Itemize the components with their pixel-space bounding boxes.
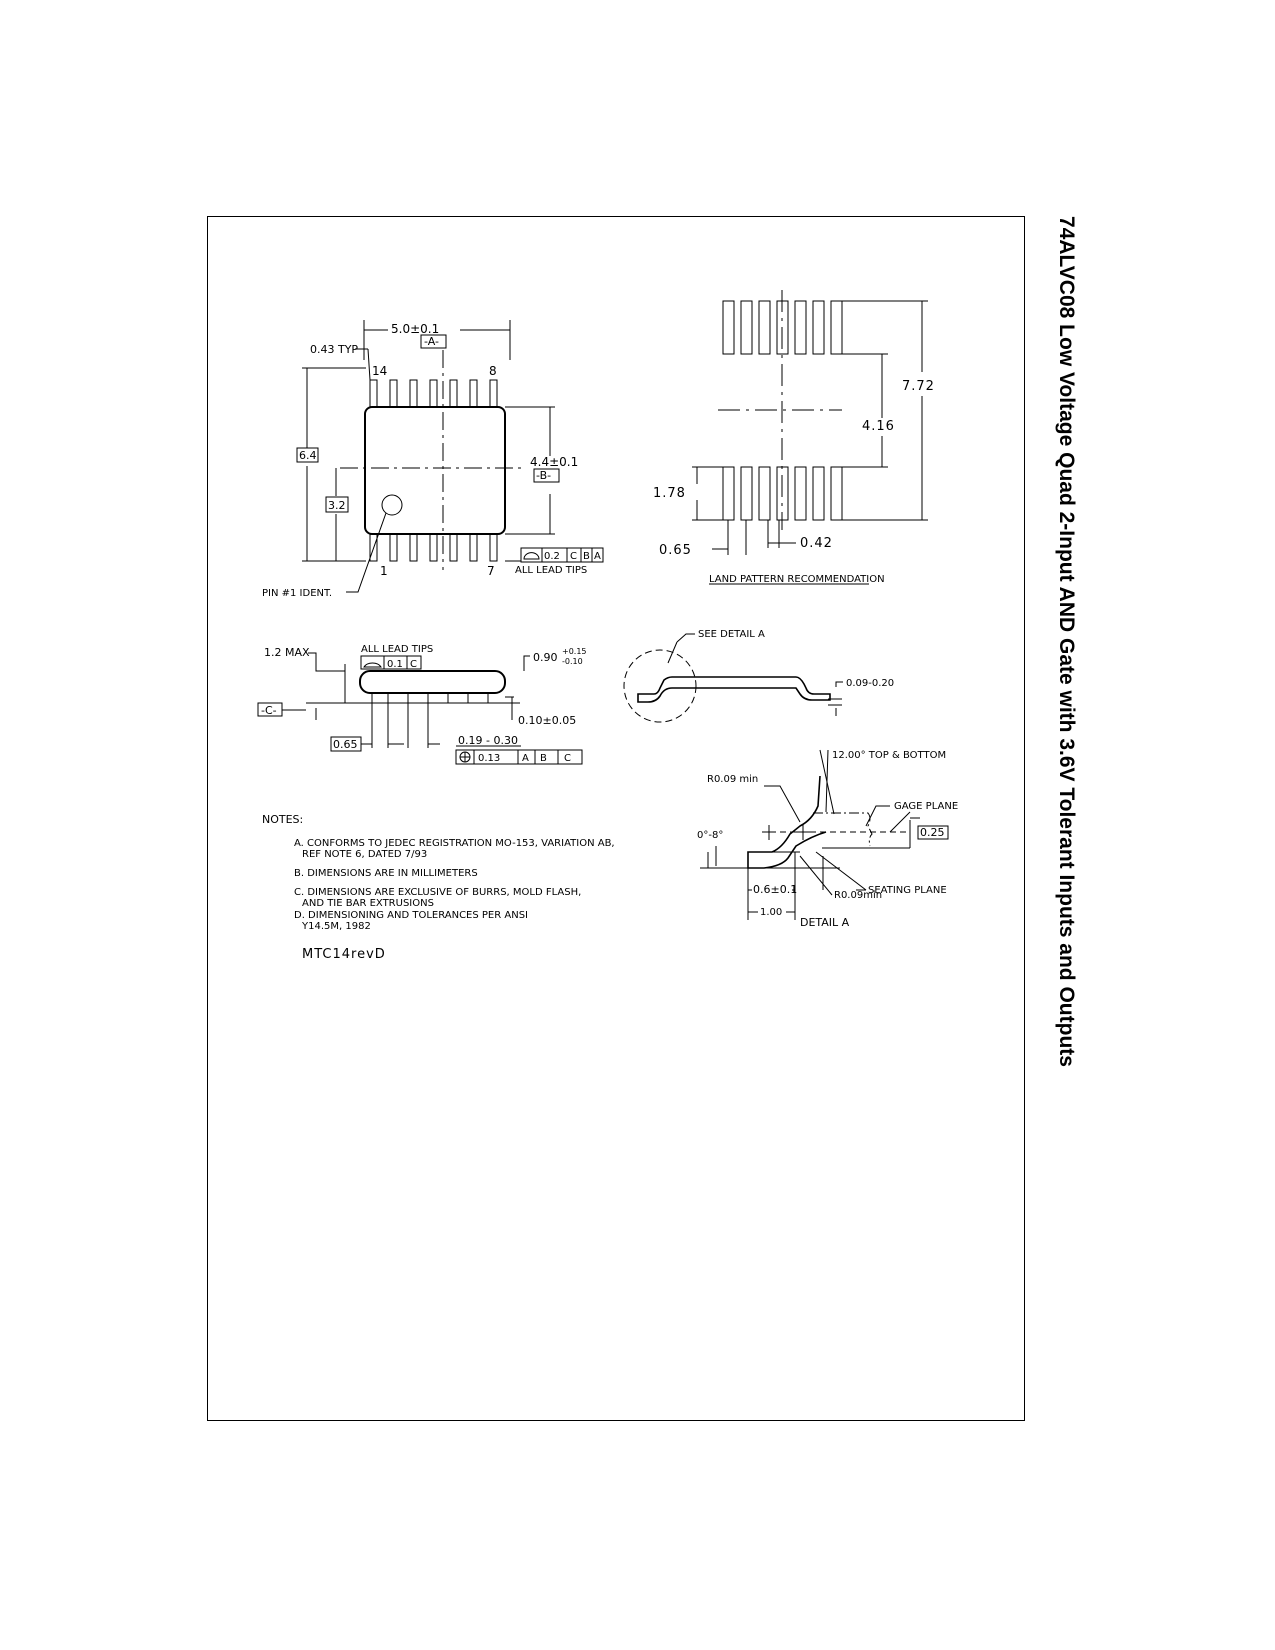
max-height-dim: 1.2 MAX xyxy=(264,646,310,659)
gage-height-dim: 0.25 xyxy=(920,826,945,839)
side-pitch-dim: 0.65 xyxy=(333,738,358,751)
thickness-tol-plus: +0.15 xyxy=(562,647,587,656)
side-all-lead-tips: ALL LEAD TIPS xyxy=(361,644,434,655)
lead-width-range: 0.19 - 0.30 xyxy=(458,734,518,747)
gage-plane-label: GAGE PLANE xyxy=(894,801,959,812)
see-detail-a-label: SEE DETAIL A xyxy=(698,629,765,640)
note-c-line2: AND TIE BAR EXTRUSIONS xyxy=(302,898,434,909)
thickness-tol-minus: -0.10 xyxy=(562,657,583,666)
note-a-line1: A. CONFORMS TO JEDEC REGISTRATION MO-153, VARIATION AB, xyxy=(294,838,615,849)
detail-a-caption: DETAIL A xyxy=(800,916,850,929)
half-width-dim: 3.2 xyxy=(328,499,346,512)
side-view-package xyxy=(258,653,582,764)
pin1-ident-mark xyxy=(382,495,402,515)
pin7-label: 7 xyxy=(487,564,495,578)
profile-tolerance: 0.2 xyxy=(544,551,560,562)
fcf-datum-b: B xyxy=(583,551,590,562)
note-b: B. DIMENSIONS ARE IN MILLIMETERS xyxy=(294,868,478,879)
datum-c-label: -C- xyxy=(261,704,277,717)
lead-width-typ: 0.43 TYP xyxy=(310,343,359,356)
pad-length-dim: 1.78 xyxy=(653,486,686,501)
pad-pitch-dim: 0.65 xyxy=(659,543,692,558)
coplanarity-datum: C xyxy=(410,659,417,670)
foot-length-dim: 0.6±0.1 xyxy=(753,883,798,896)
datum-b-label: -B- xyxy=(536,469,552,482)
note-a-line2: REF NOTE 6, DATED 7/93 xyxy=(302,849,428,860)
fcf-datum-a: A xyxy=(594,551,601,562)
body-thickness-dim: 0.90 xyxy=(533,651,558,664)
lead-thickness-dim: 0.09-0.20 xyxy=(846,678,895,689)
land-pattern-caption: LAND PATTERN RECOMMENDATION xyxy=(709,574,885,585)
mold-angle-label: 12.00° TOP & BOTTOM xyxy=(832,750,947,761)
pad-width-dim: 0.42 xyxy=(800,536,833,551)
overall-width-dim: 6.4 xyxy=(299,449,317,462)
pin1-label: 1 xyxy=(380,564,388,578)
drawing-id: MTC14revD xyxy=(302,947,386,962)
standoff-dim: 0.10±0.05 xyxy=(518,714,577,727)
coplanarity-tol: 0.1 xyxy=(387,659,403,670)
body-length-dim: 5.0±0.1 xyxy=(391,322,440,336)
land-inner-dim: 4.16 xyxy=(862,419,895,434)
footprint-dim: 1.00 xyxy=(760,907,783,918)
lower-radius-label: R0.09min xyxy=(834,890,883,901)
pin8-label: 8 xyxy=(489,364,497,378)
notes-heading: NOTES: xyxy=(262,813,304,826)
seating-plane-label: SEATING PLANE xyxy=(868,885,947,896)
page-title: 74ALVC08 Low Voltage Quad 2-Input AND Gate with 3.6V Tolerant Inputs and Outputs xyxy=(1055,216,1078,1067)
position-datum-b: B xyxy=(540,753,547,764)
body-width-dim: 4.4±0.1 xyxy=(530,455,579,469)
position-tolerance: 0.13 xyxy=(478,753,501,764)
fcf-datum-c: C xyxy=(570,551,577,562)
position-datum-c: C xyxy=(564,753,571,764)
end-view-package xyxy=(624,634,843,722)
note-d-line1: D. DIMENSIONING AND TOLERANCES PER ANSI xyxy=(294,910,528,921)
note-c-line1: C. DIMENSIONS ARE EXCLUSIVE OF BURRS, MOLD FLASH, xyxy=(294,887,582,898)
position-datum-a: A xyxy=(522,753,529,764)
pin1-ident-label: PIN #1 IDENT. xyxy=(262,588,333,599)
note-d-line2: Y14.5M, 1982 xyxy=(302,921,371,932)
all-lead-tips-label: ALL LEAD TIPS xyxy=(515,565,588,576)
upper-radius-label: R0.09 min xyxy=(707,774,759,785)
datum-a-label: -A- xyxy=(424,335,439,348)
foot-angle-dim: 0°-8° xyxy=(697,830,724,841)
land-overall-dim: 7.72 xyxy=(902,379,935,394)
pin14-label: 14 xyxy=(372,364,388,378)
